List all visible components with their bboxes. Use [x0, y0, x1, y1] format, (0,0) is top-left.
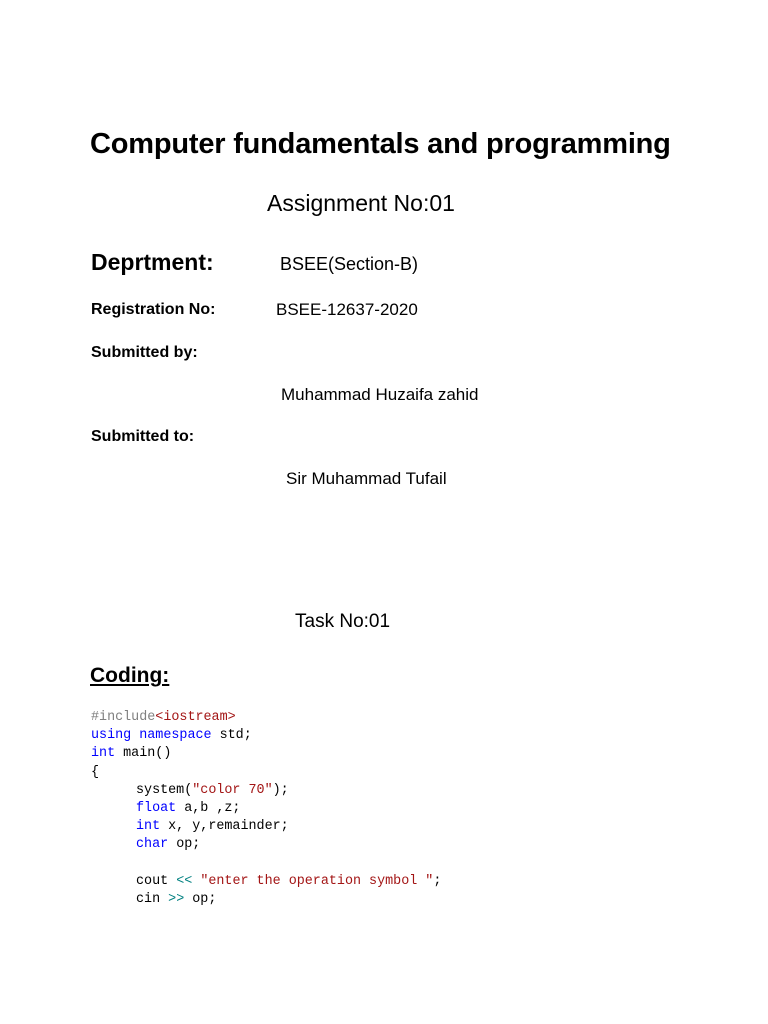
code-token-string: "enter the operation symbol " [200, 873, 434, 889]
code-line [91, 818, 441, 836]
code-line [91, 873, 441, 891]
code-token-string: <iostream> [155, 710, 236, 725]
code-line [91, 745, 441, 763]
code-token-keyword: namespace [139, 728, 212, 744]
code-block [91, 709, 441, 909]
submitted-by-value: Muhammad Huzaifa zahid [281, 385, 479, 404]
code-token: a,b ,z; [176, 800, 241, 816]
task-number: Task No:01 [295, 611, 391, 632]
code-token: cout [136, 873, 177, 889]
code-token-operator: >> [168, 891, 185, 907]
code-line [91, 855, 441, 873]
document-title: Computer fundamentals and programming [90, 128, 671, 160]
code-token: cin [136, 891, 169, 907]
code-line [91, 727, 441, 745]
code-token: main() [115, 746, 172, 762]
department-value: BSEE(Section-B) [280, 254, 419, 274]
code-token-preprocessor: #include [91, 710, 156, 725]
code-token: system( [136, 782, 193, 798]
code-token-keyword: using [91, 728, 132, 744]
code-token: op; [168, 837, 201, 853]
code-line [91, 891, 441, 909]
code-line [91, 709, 441, 727]
code-token: op; [184, 891, 217, 907]
code-token-string: "color 70" [192, 782, 273, 798]
submitted-to-value: Sir Muhammad Tufail [286, 469, 447, 488]
assignment-number: Assignment No:01 [267, 190, 455, 216]
code-token-keyword: int [91, 746, 116, 762]
code-token-keyword: float [136, 800, 177, 816]
submitted-to-label: Submitted to: [91, 428, 195, 445]
code-token-keyword: char [136, 837, 169, 853]
submitted-by-label: Submitted by: [91, 344, 198, 361]
code-line [91, 782, 441, 800]
code-line [91, 800, 441, 818]
code-line [91, 764, 441, 782]
coding-heading: Coding: [90, 664, 170, 687]
code-token: ); [272, 782, 289, 798]
code-token: std; [211, 728, 252, 744]
registration-label: Registration No: [91, 301, 216, 318]
department-label: Deprtment: [91, 249, 214, 275]
code-token: { [91, 764, 100, 780]
code-token: x, y,remainder; [160, 819, 289, 835]
code-token-operator: << [176, 873, 193, 889]
code-line [91, 836, 441, 854]
code-token-keyword: int [136, 819, 161, 835]
registration-value: BSEE-12637-2020 [276, 300, 418, 319]
code-token: ; [433, 873, 442, 889]
